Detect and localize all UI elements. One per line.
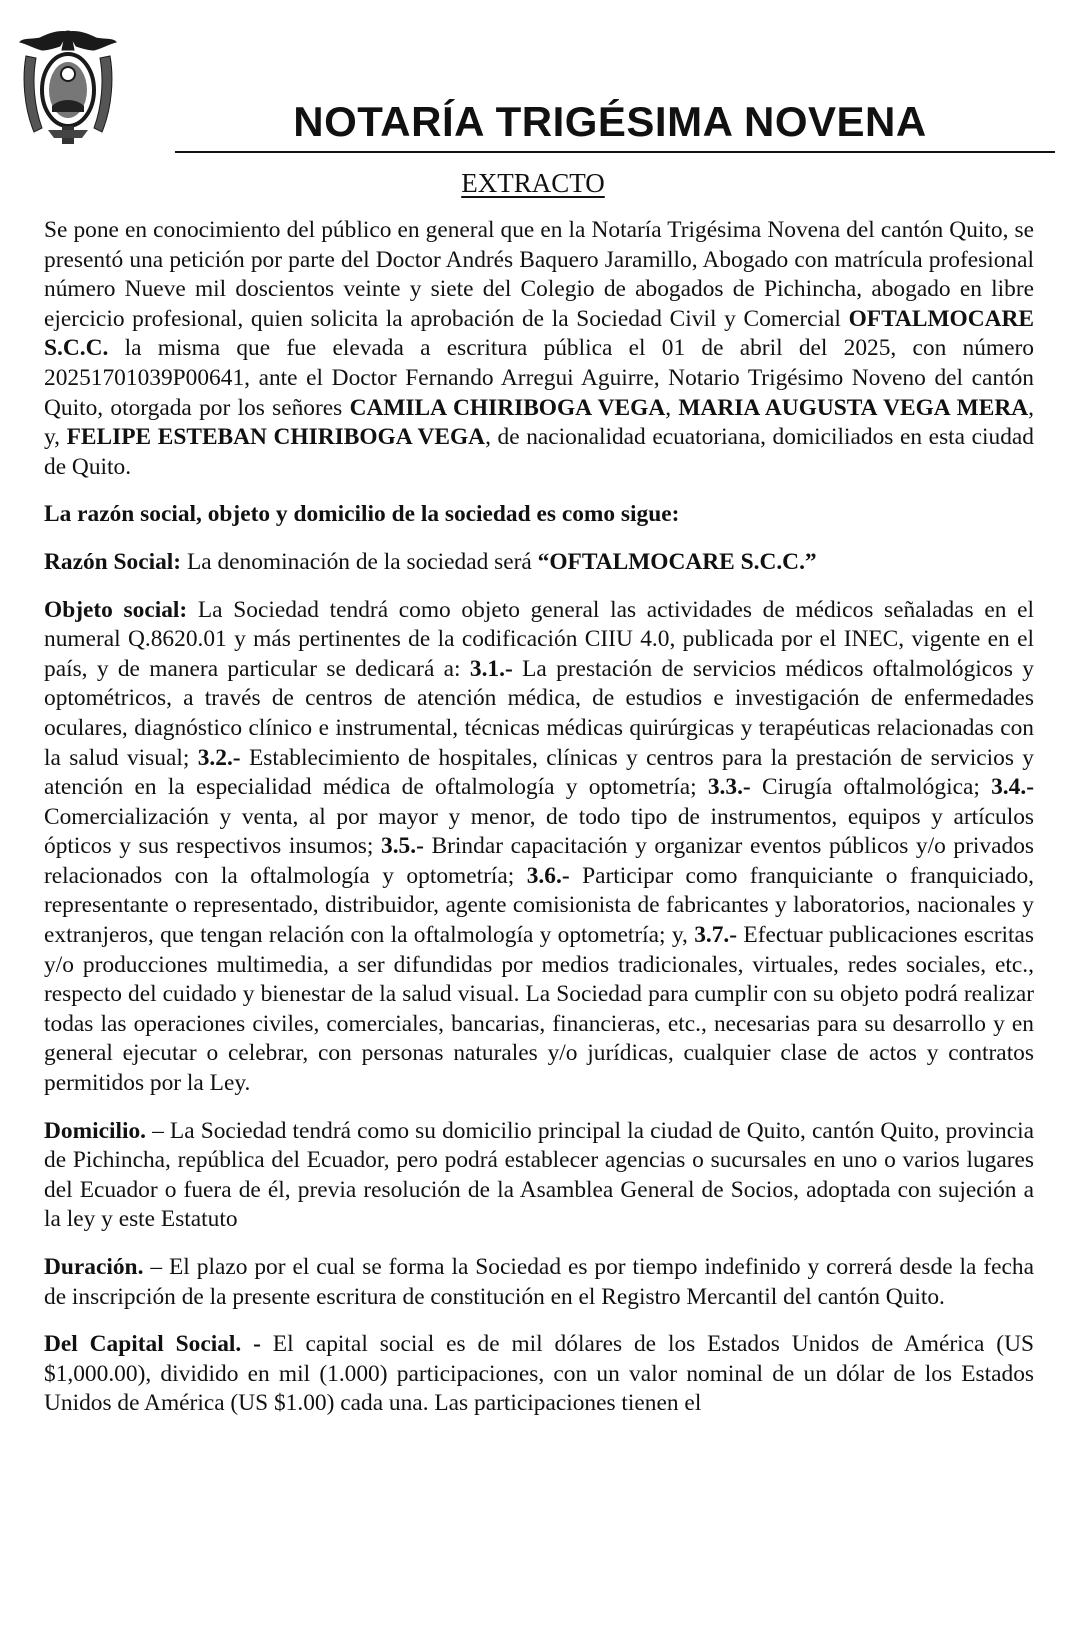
document-body — [44, 216, 1034, 1437]
objeto-social-label: Objeto social: — [44, 596, 188, 623]
partner-name: CAMILA CHIRIBOGA VEGA — [349, 394, 666, 421]
clause-number: 3.6.- — [526, 862, 570, 889]
objeto-social-paragraph — [44, 596, 1034, 1099]
partner-name: FELIPE ESTEBAN CHIRIBOGA VEGA — [66, 424, 486, 451]
duracion-paragraph — [44, 1253, 1034, 1312]
domicilio-text: – La Sociedad tendrá como su domicilio principal la ciudad de Quito, cantón Quito, provincia de Pichincha, república del Ecuador, pero podrá establecer agencias o sucursales en uno o varios lugares del Ecuador o fuera de él, previa resolución de la Asamblea General de Socios, adoptada con sujeción a la ley y este Estatuto — [44, 1117, 1034, 1233]
objeto-text: La Sociedad tendrá como objeto general las actividades de médicos señaladas en el numeral Q.8620.01 y más pertinentes de la codificación CIIU 4.0, publicada por el INEC, vigente en el país, y de manera particular se dedicará a: — [44, 596, 1034, 682]
objeto-text: Establecimiento de hospitales, clínicas y centros para la prestación de servicios y atención en la especialidad médica de oftalmología y optometría; — [44, 744, 1034, 801]
ecuador-coat-of-arms-icon — [18, 28, 118, 146]
title-rule — [175, 151, 1055, 153]
clause-number: 3.7.- — [694, 922, 738, 949]
intro-paragraph — [44, 216, 1034, 482]
intro-text-2: la misma que fue elevada a escritura pública el 01 de abril del 2025, con número 20251701039P00641, ante el Doctor Fernando Arregui Aguirre, Notario Trigésimo Noveno del cantón Quito, otorgada por los señores — [44, 335, 1034, 421]
capital-paragraph — [44, 1330, 1034, 1419]
separator: , y, — [44, 394, 1034, 451]
company-name: OFTALMOCARE S.C.C. — [44, 305, 1034, 362]
razon-social-paragraph — [44, 548, 1034, 578]
clause-number: 3.3.- — [707, 774, 751, 801]
clause-number: 3.5.- — [381, 833, 424, 860]
duracion-label: Duración. — [44, 1254, 144, 1280]
razon-social-text: La denominación de la sociedad será — [181, 548, 538, 575]
objeto-text: Cirugía oftalmológica; — [750, 774, 992, 801]
clause-number: 3.4.- — [991, 774, 1034, 801]
notary-title: NOTARÍA TRIGÉSIMA NOVENA — [293, 98, 927, 145]
objeto-text: Efectuar publicaciones escritas y/o producciones multimedia, a ser difundidas por medios tradicionales, virtuales, redes sociales, etc., respecto del cuidado y bienestar de la salud visual. La Sociedad para cumplir con su objeto podrá realizar todas las operaciones civiles, comerciales, bancarias, financieras, etc., necesarias para su desarrollo y en general ejecutar o celebrar, con personas naturales y/o jurídicas, cualquier clase de actos y contratos permitidos por la Ley. — [44, 922, 1034, 1097]
objeto-text: Comercialización y venta, al por mayor y menor, de todo tipo de instrumentos, equipos y artículos ópticos y sus respectivos insumos; — [44, 803, 1034, 860]
duracion-text: – El plazo por el cual se forma la Sociedad es por tiempo indefinido y correrá desde la fecha de inscripción de la presente escritura de constitución en el Registro Mercantil del cantón Quito. — [44, 1254, 1034, 1310]
intro-text-1: Se pone en conocimiento del público en general que en la Notaría Trigésima Novena del cantón Quito, se presentó una petición por parte del Doctor Andrés Baquero Jaramillo, Abogado con matrícula profesional número Nueve mil doscientos veinte y siete del Colegio de abogados de Pichincha, abogado en libre ejercicio profesional, quien solicita la aprobación de la Sociedad Civil y Comercial — [44, 217, 1034, 332]
capital-label: Del Capital Social. - — [44, 1331, 261, 1358]
domicilio-label: Domicilio. — [44, 1117, 146, 1144]
document-subtitle: EXTRACTO — [461, 168, 605, 198]
section-heading: La razón social, objeto y domicilio de la sociedad es como sigue: — [44, 501, 680, 528]
capital-text: El capital social es de mil dólares de los Estados Unidos de América (US $1,000.00), dividido en mil (1.000) participaciones, con un valor nominal de un dólar de los Estados Unidos de América (US $1.00) cada una. Las participaciones tienen el — [44, 1331, 1034, 1417]
objeto-text: Brindar capacitación y organizar eventos públicos y/o privados relacionados con la oftalmología y optometría; — [44, 833, 1034, 889]
clause-number: 3.1.- — [469, 655, 513, 682]
razon-social-label: Razón Social: — [44, 548, 182, 575]
domicilio-paragraph — [44, 1117, 1034, 1235]
objeto-text: La prestación de servicios médicos oftalmológicos y optométricos, a través de centros de atención médica, de estudios e investigación de enfermedades oculares, diagnóstico clínico e instrumental, técnicas médicas quirúrgicas y terapéuticas relacionadas con la salud visual; — [44, 655, 1034, 771]
objeto-text: Participar como franquiciante o franquiciado, representante o representado, distribuidor, agente comisionista de fabricantes y laboratorios, nacionales y extranjeros, que tengan relación con la oftalmología y optometría; y, — [44, 862, 1034, 949]
razon-social-name: “OFTALMOCARE S.C.C.” — [537, 548, 817, 575]
partner-name: MARIA AUGUSTA VEGA MERA — [678, 394, 1029, 421]
intro-text-3: , de nacionalidad ecuatoriana, domiciliados en esta ciudad de Quito. — [44, 424, 1035, 480]
clause-number: 3.2.- — [197, 744, 241, 771]
separator: , — [665, 394, 679, 421]
